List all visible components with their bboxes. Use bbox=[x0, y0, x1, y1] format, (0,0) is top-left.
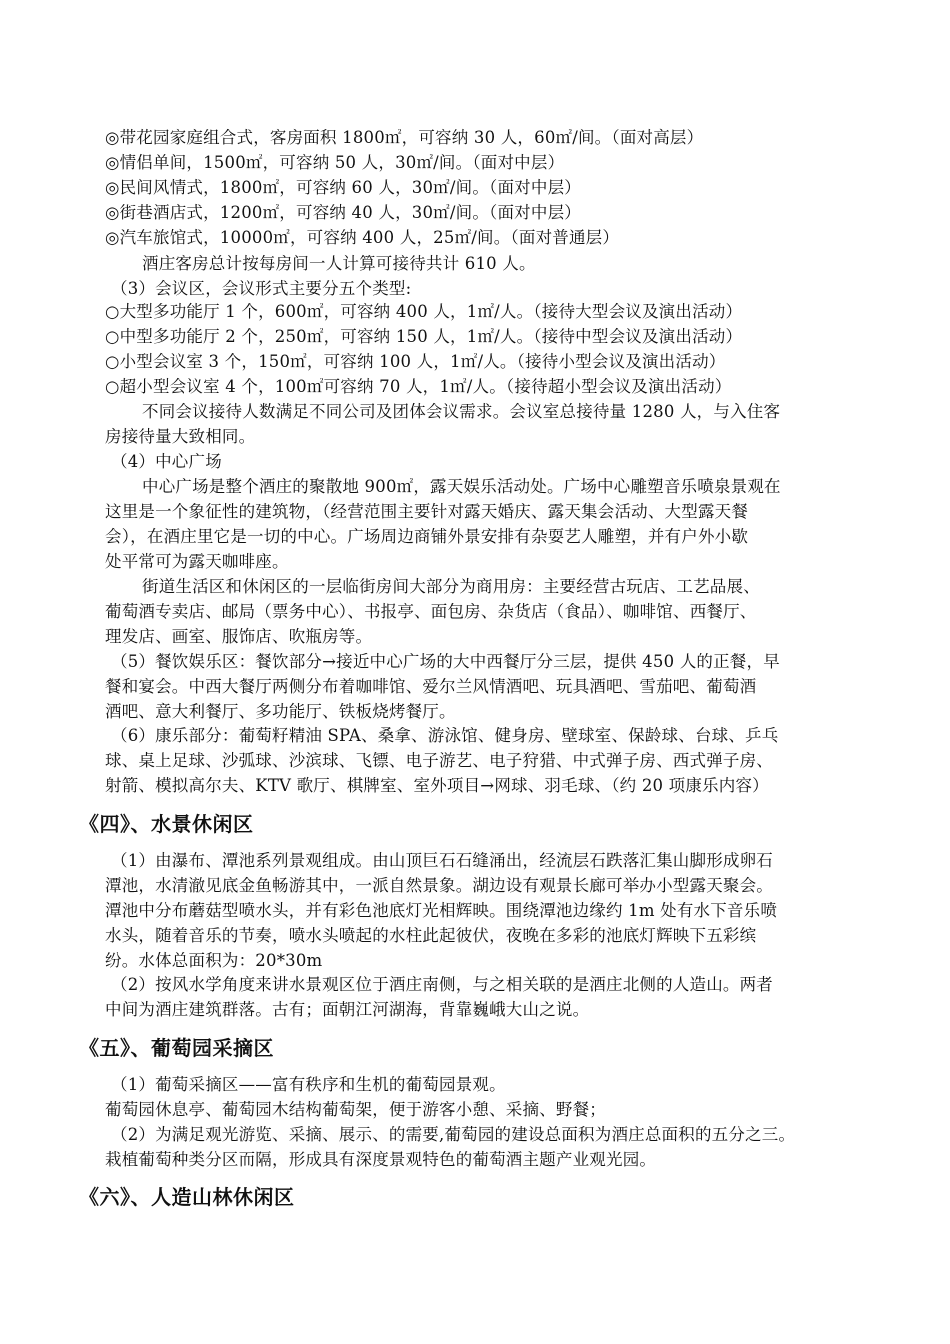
room-type-folk-style: ◎民间风情式，1800㎡，可容纳 60 人，30㎡/间。（面对中层） bbox=[105, 178, 581, 197]
fengshui-paragraph-line: （2）按风水学角度来讲水景观区位于酒庄南侧，与之相关联的是酒庄北侧的人造山。两者 bbox=[111, 975, 773, 994]
meeting-item-extra-small-room: ○超小型会议室 4 个，100㎡可容纳 70 人，1㎡/人。（接待超小型会议及演出活动） bbox=[105, 377, 732, 396]
recreation-paragraph-line: 射箭、模拟高尔夫、KTV 歌厅、棋牌室、室外项目→网球、羽毛球、（约 20 项康乐内容） bbox=[105, 776, 769, 795]
room-type-garden-family: ◎带花园家庭组合式，客房面积 1800㎡，可容纳 30 人，60㎡/间。（面对高层） bbox=[105, 128, 704, 147]
dining-paragraph-line: 餐和宴会。中西大餐厅两侧分布着咖啡馆、爱尔兰风情酒吧、玩具酒吧、雪茄吧、葡萄酒 bbox=[105, 677, 757, 696]
street-shops-paragraph-line: 葡萄酒专卖店、邮局（票务中心）、书报亭、面包房、杂货店（食品）、咖啡馆、西餐厅、 bbox=[105, 602, 757, 621]
dining-paragraph-line: （5）餐饮娱乐区：餐饮部分→接近中心广场的大中西餐厅分三层，提供 450 人的正餐，早 bbox=[111, 652, 780, 671]
street-shops-paragraph-line: 街道生活区和休闲区的一层临街房间大部分为商用房：主要经营古玩店、工艺品展、 bbox=[142, 577, 760, 596]
water-paragraph-line: （1）由瀑布、潭池系列景观组成。由山顶巨石石缝涌出，经流层石跌落汇集山脚形成卵石 bbox=[111, 851, 773, 870]
room-type-street-hotel: ◎街巷酒店式，1200㎡，可容纳 40 人，30㎡/间。（面对中层） bbox=[105, 203, 581, 222]
recreation-paragraph-line: （6）康乐部分：葡萄籽精油 SPA、桑拿、游泳馆、健身房、壁球室、保龄球、台球、乒乓 bbox=[111, 726, 779, 745]
vineyard-paragraph-line: 葡萄园休息亭、葡萄园木结构葡萄架，便于游客小憩、采摘、野餐； bbox=[105, 1100, 606, 1119]
water-paragraph-line: 纷。水体总面积为：20*30m bbox=[105, 951, 323, 970]
meeting-item-small-room: ○小型会议室 3 个，150㎡，可容纳 100 人，1㎡/人。（接待小型会议及演出活动） bbox=[105, 352, 726, 371]
water-paragraph-line: 潭池，水清澈见底金鱼畅游其中，一派自然景象。湖边设有观景长廊可举办小型露天聚会。 bbox=[105, 876, 773, 895]
section-heading-vineyard-picking: 《五》、葡萄园采摘区 bbox=[79, 1036, 274, 1060]
section-heading-water-leisure: 《四》、水景休闲区 bbox=[79, 812, 254, 836]
fengshui-paragraph-line: 中间为酒庄建筑群落。古有；面朝江河湖海，背靠巍峨大山之说。 bbox=[105, 1000, 590, 1019]
plaza-paragraph-line: 中心广场是整个酒庄的聚散地 900㎡，露天娱乐活动处。广场中心雕塑音乐喷泉景观在 bbox=[142, 477, 781, 496]
plaza-title: （4）中心广场 bbox=[111, 452, 222, 471]
dining-paragraph-line: 酒吧、意大利餐厅、多功能厅、铁板烧烤餐厅。 bbox=[105, 702, 456, 721]
meeting-item-large-hall: ○大型多功能厅 1 个，600㎡，可容纳 400 人，1㎡/人。（接待大型会议及演出活动） bbox=[105, 302, 743, 321]
section-heading-artificial-forest: 《六》、人造山林休闲区 bbox=[79, 1185, 295, 1209]
vineyard-paragraph-line: 栽植葡萄种类分区而隔，形成具有深度景观特色的葡萄酒主题产业观光园。 bbox=[105, 1150, 657, 1169]
water-paragraph-line: 潭池中分布蘑菇型喷水头，并有彩色池底灯光相辉映。围绕潭池边缘约 1m 处有水下音乐喷 bbox=[105, 901, 778, 920]
vineyard-paragraph-line: （1）葡萄采摘区——富有秩序和生机的葡萄园景观。 bbox=[111, 1075, 506, 1094]
room-type-motel: ◎汽车旅馆式，10000㎡，可容纳 400 人，25㎡/间。（面对普通层） bbox=[105, 228, 620, 247]
meeting-area-title: （3）会议区，会议形式主要分五个类型: bbox=[111, 279, 412, 298]
meeting-summary-line: 不同会议接待人数满足不同公司及团体会议需求。会议室总接待量 1280 人，与入住客 bbox=[142, 402, 781, 421]
plaza-paragraph-line: 这里是一个象征性的建筑物，（经营范围主要针对露天婚庆、露天集会活动、大型露天餐 bbox=[105, 502, 749, 521]
recreation-paragraph-line: 球、桌上足球、沙弧球、沙滨球、飞镖、电子游艺、电子狩猎、中式弹子房、西式弹子房、 bbox=[105, 751, 773, 770]
meeting-summary-line: 房接待量大致相同。 bbox=[105, 427, 256, 446]
vineyard-paragraph-line: （2）为满足观光游览、采摘、展示、的需要,葡萄园的建设总面积为酒庄总面积的五分之三。 bbox=[111, 1125, 796, 1144]
plaza-paragraph-line: 会），在酒庄里它是一切的中心。广场周边商铺外景安排有杂耍艺人雕塑，并有户外小歇 bbox=[105, 527, 749, 546]
meeting-item-medium-hall: ○中型多功能厅 2 个，250㎡，可容纳 150 人，1㎡/人。（接待中型会议及演出活动） bbox=[105, 327, 743, 346]
plaza-paragraph-line: 处平常可为露天咖啡座。 bbox=[105, 552, 289, 571]
street-shops-paragraph-line: 理发店、画室、服饰店、吹瓶房等。 bbox=[105, 627, 373, 646]
room-type-couple-single: ◎情侣单间，1500㎡，可容纳 50 人，30㎡/间。（面对中层） bbox=[105, 153, 565, 172]
water-paragraph-line: 水头，随着音乐的节奏，喷水头喷起的水柱此起彼伏，夜晚在多彩的池底灯辉映下五彩缤 bbox=[105, 926, 757, 945]
rooms-total-paragraph: 酒庄客房总计按每房间一人计算可接待共计 610 人。 bbox=[142, 254, 536, 273]
